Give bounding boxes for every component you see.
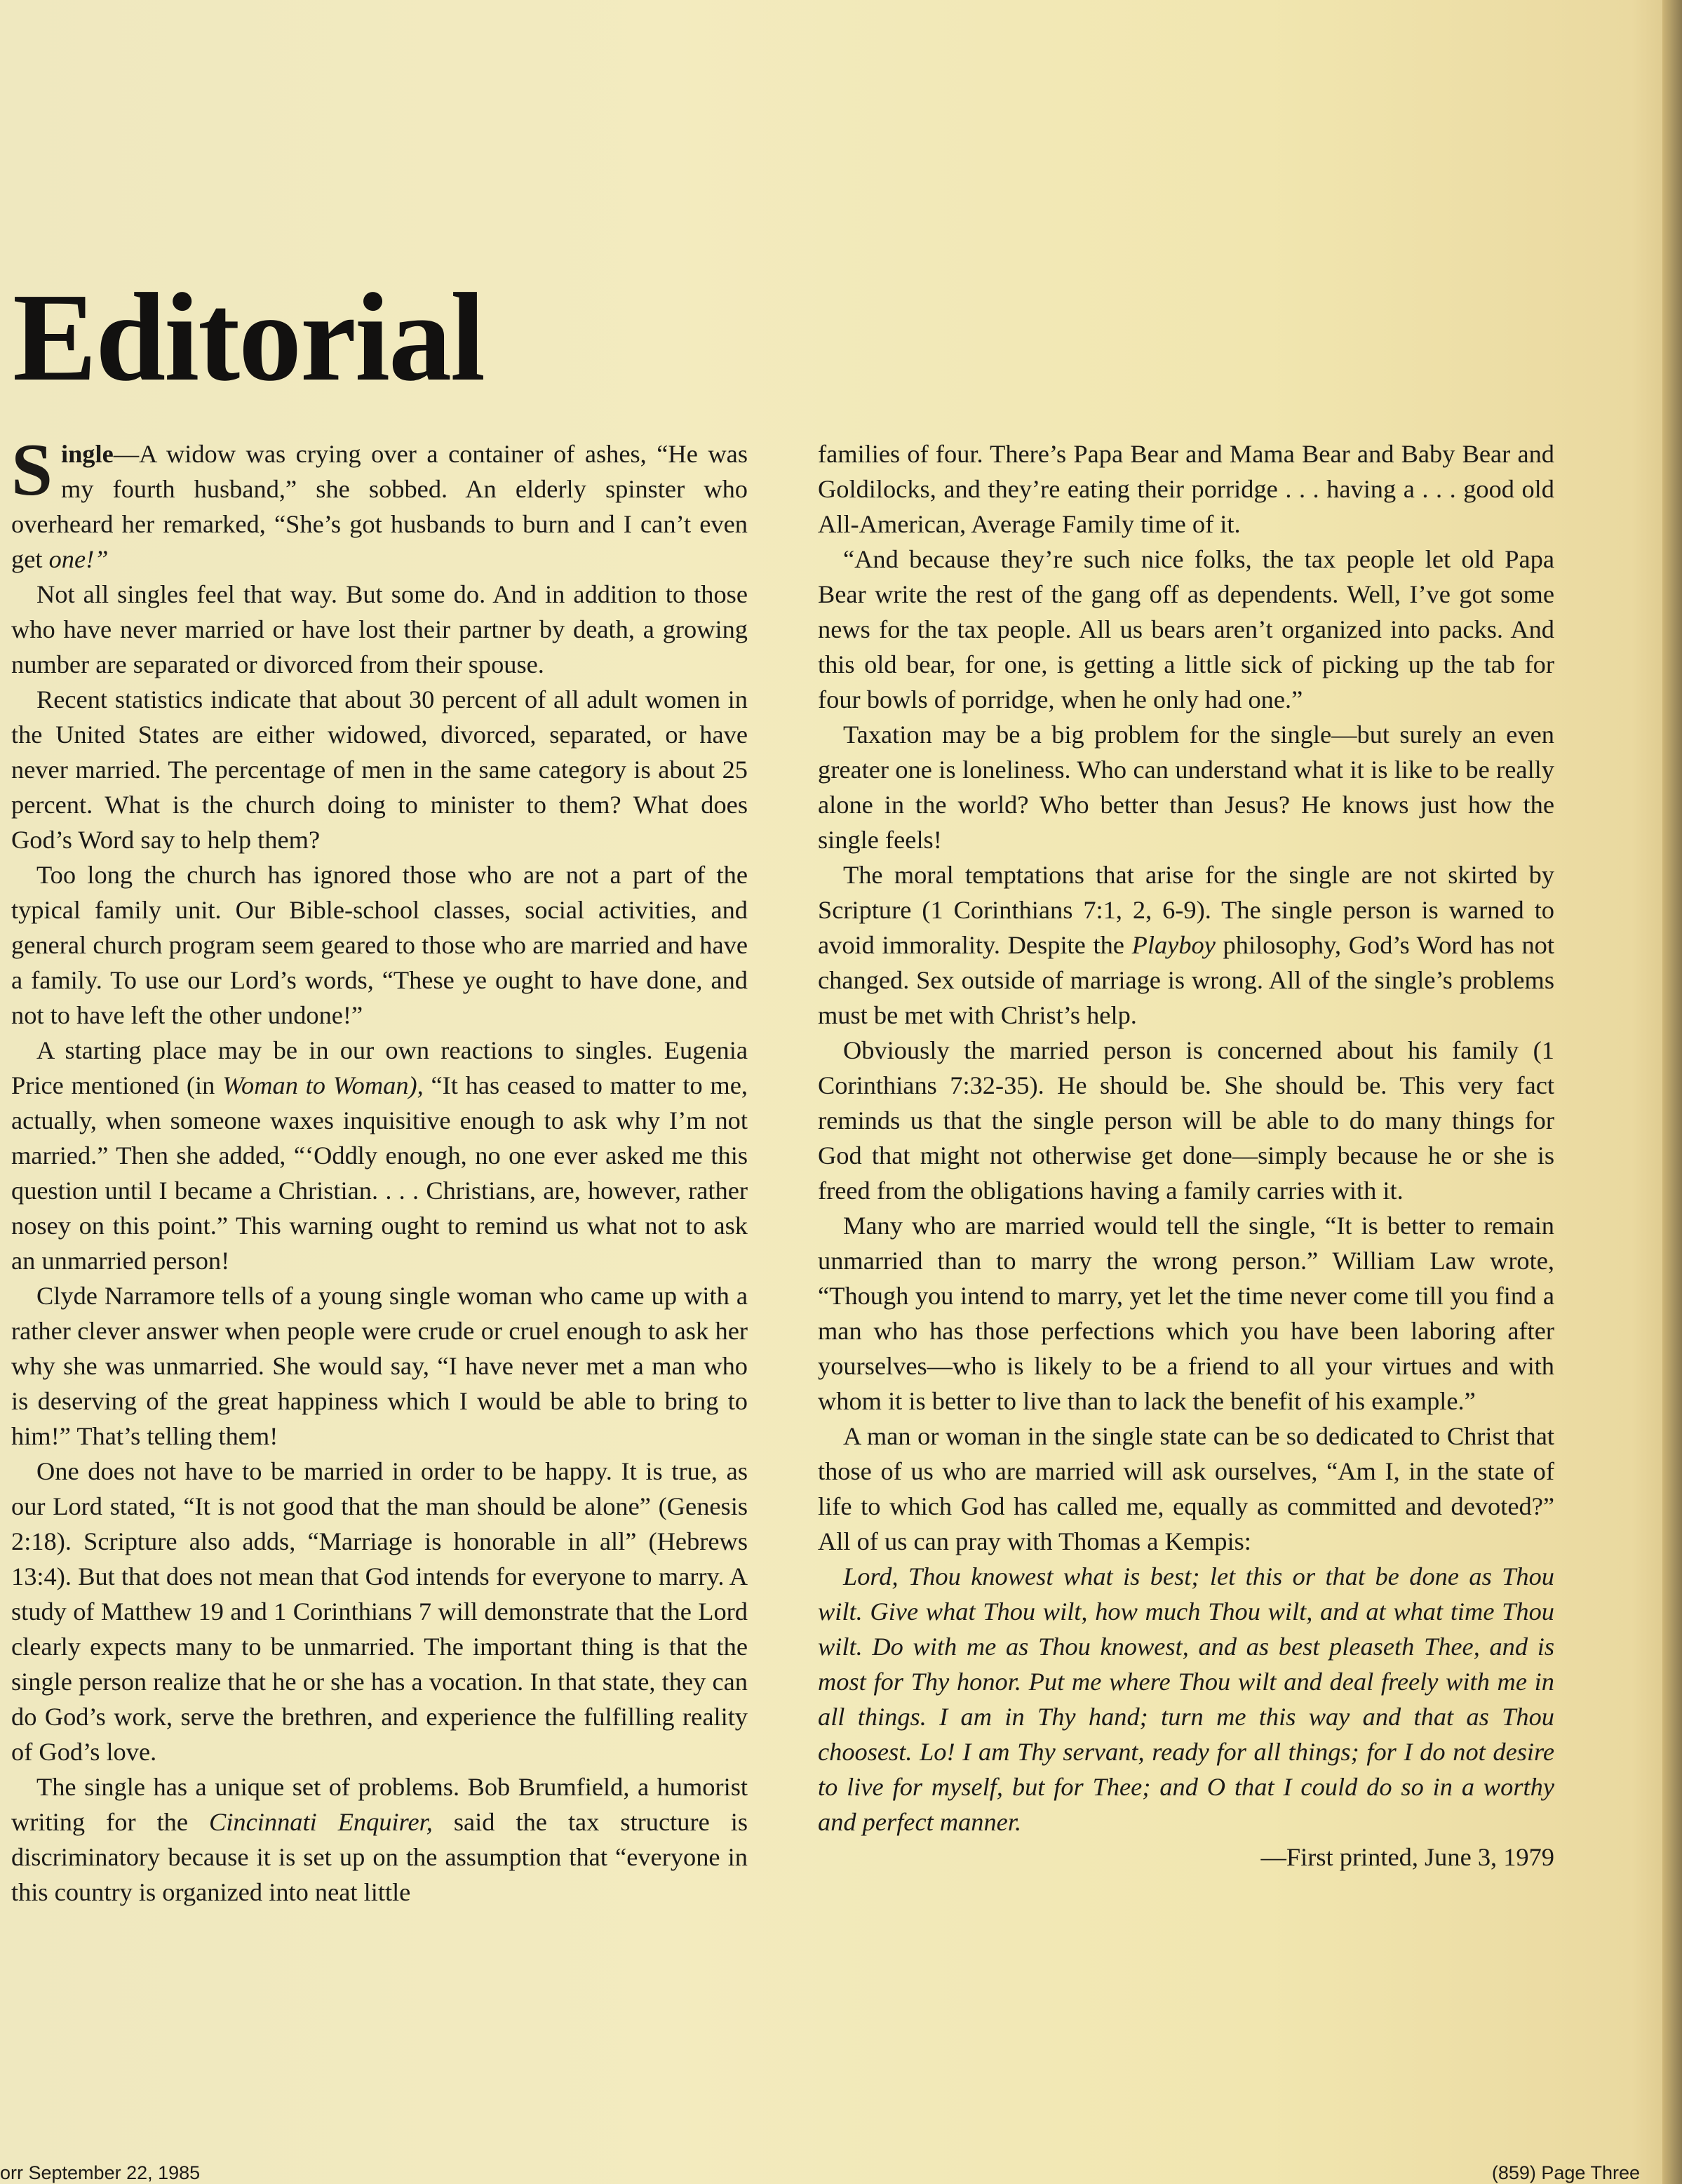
- paragraph: Recent statistics indicate that about 30 percent of all adult women in the United States are either widowed, divorced, separated, or have never married. The percentage of men in the same category is about 25 percent. What is the church doing to minister to them? What does God’s Word say to help them?: [11, 685, 748, 854]
- paragraph: Many who are married would tell the single, “It is better to remain unmarried than to marry the wrong person.” William Law wrote, “Though you intend to marry, yet let the time never come till you find a man who has those perfections which you have been laboring after yourselves—who is likely to be a friend to all your virtues and with whom it is better to live than to lack the benefit of his example.”: [818, 1212, 1554, 1415]
- paragraph: Not all singles feel that way. But some do. And in addition to those who have never married or have lost their partner by death, a growing number are separated or divorced from their spouse.: [11, 580, 748, 678]
- text-run: The moral temptations that arise for the single are not skirted by Scripture (1 Corinthians 7:1, 2, 6-9). The single person is warned to avoid immorality. Despite the: [818, 861, 1554, 959]
- lead-word: ingle: [60, 440, 114, 468]
- text-run: philosophy, God’s Word has not changed. Sex outside of marriage is wrong. All of the single’s problems must be met with Christ’s help.: [818, 931, 1554, 1029]
- paragraph: [11, 1769, 748, 1910]
- prayer-quote: Lord, Thou knowest what is best; let this or that be done as Thou wilt. Give what Thou wilt, how much Thou wilt, and at what time Thou wilt. Do with me as Thou knowest, and as best pleaseth Thee, and is most for Thy honor. Put me where Thou wilt and deal freely with me in all things. I am in Thy hand; turn me this way and that as Thou choosest. Lo! I am Thy servant, ready for all things; for I do not desire to live for myself, but for Thee; and O that I could do so in a worthy and perfect manner.: [818, 1562, 1554, 1836]
- paragraph: families of four. There’s Papa Bear and Mama Bear and Baby Bear and Goldilocks, and they’re eating their porridge . . . having a . . . good old All-American, Average Family time of it.: [818, 440, 1554, 538]
- footer-page-number: (859) Page Three: [1491, 2162, 1640, 2183]
- magazine-title: Playboy: [1131, 931, 1216, 959]
- paragraph: Clyde Narramore tells of a young single woman who came up with a rather clever answer when people were crude or cruel enough to ask her why she was unmarried. She would say, “I have never met a man who is deserving of the great happiness which I would be able to bring to him!” That’s telling them!: [11, 1282, 748, 1450]
- page-binding-edge: [1662, 0, 1682, 2184]
- text-run: —A widow was crying over a container of ashes, “He was my fourth husband,” she sobbed. An elderly spinster who overheard her remarked, “She’s got husbands to burn and I can’t even get: [11, 440, 748, 573]
- book-title: Woman to Woman),: [222, 1071, 424, 1099]
- paragraph: [818, 857, 1554, 1033]
- paragraph: [11, 1033, 748, 1278]
- text-run: “It has ceased to matter to me, actually, when someone waxes inquisitive enough to ask why I’m not married.” Then she added, “‘Oddly enough, no one ever asked me this question until I became a Christian. . . . Christians, are, however, rather nosey on this point.” This warning ought to remind us what not to ask an unmarried person!: [11, 1071, 748, 1275]
- paragraph: [11, 429, 748, 577]
- paragraph: “And because they’re such nice folks, the tax people let old Papa Bear write the rest of the gang off as dependents. Well, I’ve got some news for the tax people. All us bears aren’t organized into packs. And this old bear, for one, is getting a little sick of picking up the tab for four bowls of porridge, when he only had one.”: [818, 545, 1554, 714]
- paragraph: Obviously the married person is concerned about his family (1 Corinthians 7:32-35). He should be. She should be. This very fact reminds us that the single person will be able to do many things for God that might not otherwise get done—simply because he or she is freed from the obligations having a family carries with it.: [818, 1036, 1554, 1205]
- drop-cap: S: [11, 429, 53, 511]
- footer-date: orr September 22, 1985: [0, 2162, 201, 2183]
- page-heading: Editorial: [13, 267, 485, 407]
- paragraph: Too long the church has ignored those who are not a part of the typical family unit. Our Bible-school classes, social activities, and general church program seem geared to those who are married and have a family. To use our Lord’s words, “These ye ought to have done, and not to have left the other undone!”: [11, 861, 748, 1029]
- text-run: said the tax structure is discriminatory because it is set up on the assumption that “everyone in this country is organized into neat little: [11, 1808, 748, 1906]
- text-run: A starting place may be in our own reactions to singles. Eugenia Price mentioned (in: [11, 1036, 748, 1099]
- paragraph: Taxation may be a big problem for the single—but surely an even greater one is loneliness. Who can understand what it is like to be really alone in the world? Who better than Jesus? He knows just how the single feels!: [818, 721, 1554, 854]
- right-column: [818, 436, 1554, 1875]
- paragraph: A man or woman in the single state can be so dedicated to Christ that those of us who are married will ask ourselves, “Am I, in the state of life to which God has called me, equally as committed and devoted?” All of us can pray with Thomas a Kempis:: [818, 1422, 1554, 1555]
- left-column: [11, 429, 748, 1910]
- publication-title: Cincinnati Enquirer,: [209, 1808, 433, 1836]
- text-run: The single has a unique set of problems. Bob Brumfield, a humorist writing for the: [11, 1773, 748, 1836]
- paragraph: One does not have to be married in order to be happy. It is true, as our Lord stated, “It is not good that the man should be alone” (Genesis 2:18). Scripture also adds, “Marriage is honorable in all” (Hebrews 13:4). But that does not mean that God intends for everyone to marry. A study of Matthew 19 and 1 Corinthians 7 will demonstrate that the Lord clearly expects many to be unmarried. The important thing is that the single person realize that he or she has a vocation. In that state, they can do God’s work, serve the brethren, and experience the fulfilling reality of God’s love.: [11, 1457, 748, 1766]
- emphasis: one!”: [48, 545, 109, 573]
- attribution: —First printed, June 3, 1979: [1260, 1843, 1554, 1871]
